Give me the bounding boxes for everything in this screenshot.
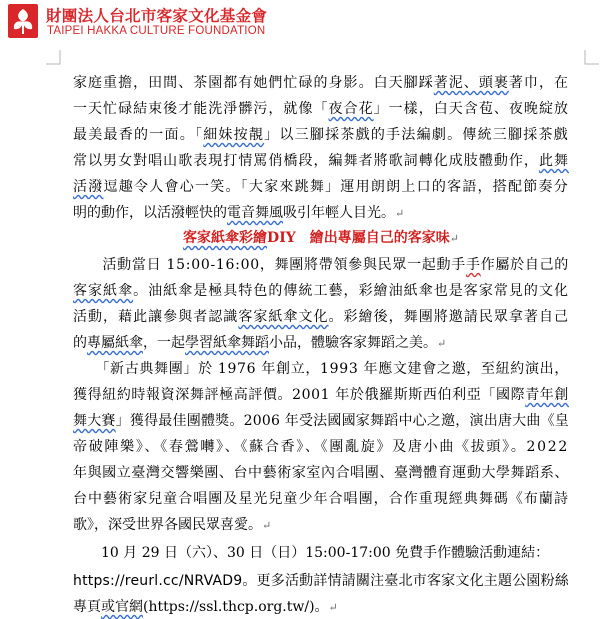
- text-run: 明的動作，以活潑輕快的: [73, 205, 227, 221]
- document-line: [73, 98, 569, 120]
- document-line: [73, 542, 549, 564]
- text-run: 手: [465, 257, 481, 273]
- text-run: 獲得紐約時報資深舞評極高評價。2001 年於俄羅斯斯西伯利亞「國際: [73, 387, 526, 403]
- text-run: 」一樣，白天含苞、夜晚綻放: [373, 101, 570, 117]
- text-run: 10 月 29 日（六）、30 日（日）15:00-17:00 免費手作體驗活動連結：: [73, 545, 550, 561]
- text-run: 學習紙傘舞蹈: [185, 335, 269, 351]
- document-line: [73, 124, 569, 146]
- text-run: 逗趣令人會心一笑。「大家來跳舞」運用朗朗上口的客語，搭配節奏分: [103, 179, 570, 195]
- document-line: [73, 570, 569, 592]
- document-line: [73, 358, 569, 380]
- paragraph-mark-icon: ↵: [449, 232, 459, 245]
- document-line: [73, 176, 569, 198]
- text-run: 細妹按靚: [203, 127, 265, 143]
- text-run: 家庭重擔，田間、茶園都有她們忙碌的身影。白天腳踩: [73, 75, 434, 91]
- paragraph-mark-icon: ↵: [395, 207, 405, 220]
- text-run: 此舞: [538, 153, 569, 169]
- document-line: [73, 150, 569, 172]
- text-run: 作屬於自己的: [480, 257, 570, 273]
- text-run: 專頁: [73, 599, 101, 615]
- text-run: 專屬紙傘: [87, 335, 143, 351]
- document-line: [73, 436, 569, 458]
- crop-mark-top-left-icon: [46, 50, 60, 64]
- document-line: [73, 596, 338, 618]
- text-run: 帝破陣樂》、《春鶯囀》、《蘇合香》、《團亂旋》及唐小曲《拔頭》。2022: [73, 439, 569, 455]
- text-run: 客家紙傘彩繪: [183, 230, 268, 246]
- text-run: 電音舞風: [227, 205, 283, 221]
- paragraph-mark-icon: ↵: [262, 519, 272, 532]
- text-run: 著泥、頭裹: [433, 75, 509, 91]
- foundation-name-chinese: 財團法人台北市客家文化基金會: [46, 7, 268, 25]
- document-line: [73, 254, 569, 276]
- text-run: 「新古典舞團」於 1976 年創立，1993 年應文建會之邀，至紐約演出，: [73, 361, 569, 377]
- text-run: 常以男女對唱山歌表現打情罵俏橋段，編舞者將歌詞轉化成肢體動作，: [73, 153, 539, 169]
- crop-mark-top-right-icon: [585, 50, 599, 64]
- text-run: 活潑: [73, 179, 104, 195]
- text-run: 歌》，深受世界各國民眾喜愛。: [73, 517, 262, 533]
- text-run: 」以三腳採茶戲的手法編劇。傳統三腳採茶戲: [264, 127, 570, 143]
- text-run: 。油紙傘是極具特色的傳統工藝，彩繪油紙傘也是客家常見的文化: [133, 283, 570, 299]
- text-run: 年與國立臺灣交響樂團、台中藝術家室內合唱團、臺灣體育運動大學舞蹈系、: [73, 465, 569, 481]
- text-run: 或官網: [101, 599, 143, 615]
- text-run: 活動當日 15:00-16:00，舞團將帶領參與民眾一起動手: [73, 257, 466, 273]
- document-line: [183, 227, 459, 249]
- text-run: 青年創: [525, 387, 570, 403]
- text-run: 舞大賽: [73, 413, 116, 429]
- text-run: 的: [73, 335, 87, 351]
- document-line: [73, 488, 569, 510]
- text-run: 最美最香的一面。「: [73, 127, 204, 143]
- text-run: 活動，藉此讓參與者認識: [73, 309, 239, 325]
- text-run: 吸引年輕人目光。: [283, 205, 395, 221]
- text-run: 客家紙傘: [73, 283, 134, 299]
- paragraph-mark-icon: ↵: [328, 601, 338, 614]
- document-line: [73, 514, 271, 536]
- document-line: [73, 280, 569, 302]
- foundation-name-english: TAIPEI HAKKA CULTURE FOUNDATION: [47, 25, 266, 37]
- text-run: 客家紙傘文化: [238, 309, 329, 325]
- text-run: DIY 繪出專屬自己的客家味: [267, 230, 450, 246]
- text-run: 夜合花: [328, 101, 374, 117]
- document-line: [73, 202, 404, 224]
- text-run: 小品，體驗客家舞蹈之美。: [269, 335, 437, 351]
- document-line: [73, 72, 569, 94]
- text-run: 著巾，在: [508, 75, 570, 91]
- document-line: [73, 384, 569, 406]
- text-run: 一天忙碌結束後才能洗淨髒污，就像「: [73, 101, 329, 117]
- document-line: [73, 332, 446, 354]
- text-run: 。更多活動詳情請關注臺北市客家文化主題公園粉絲: [242, 573, 569, 589]
- document-line: [73, 306, 569, 328]
- text-run: 台中藝術家兒童合唱團及星光兒童少年合唱團，合作重現經典舞碼《布蘭詩: [73, 491, 569, 507]
- text-run: 」獲得最佳團體獎。2006 年受法國國家舞蹈中心之邀，演出唐大曲《皇: [115, 413, 570, 429]
- document-line: [73, 410, 569, 432]
- text-run: https://reurl.cc/NRVAD9: [73, 573, 243, 589]
- text-run: 。彩繪後，舞團將邀請民眾拿著自己: [328, 309, 570, 325]
- paragraph-mark-icon: ↵: [437, 337, 447, 350]
- text-run: ，一起: [143, 335, 185, 351]
- text-run: (https://ssl.thcp.org.tw/)。: [143, 599, 329, 615]
- document-line: [73, 462, 569, 484]
